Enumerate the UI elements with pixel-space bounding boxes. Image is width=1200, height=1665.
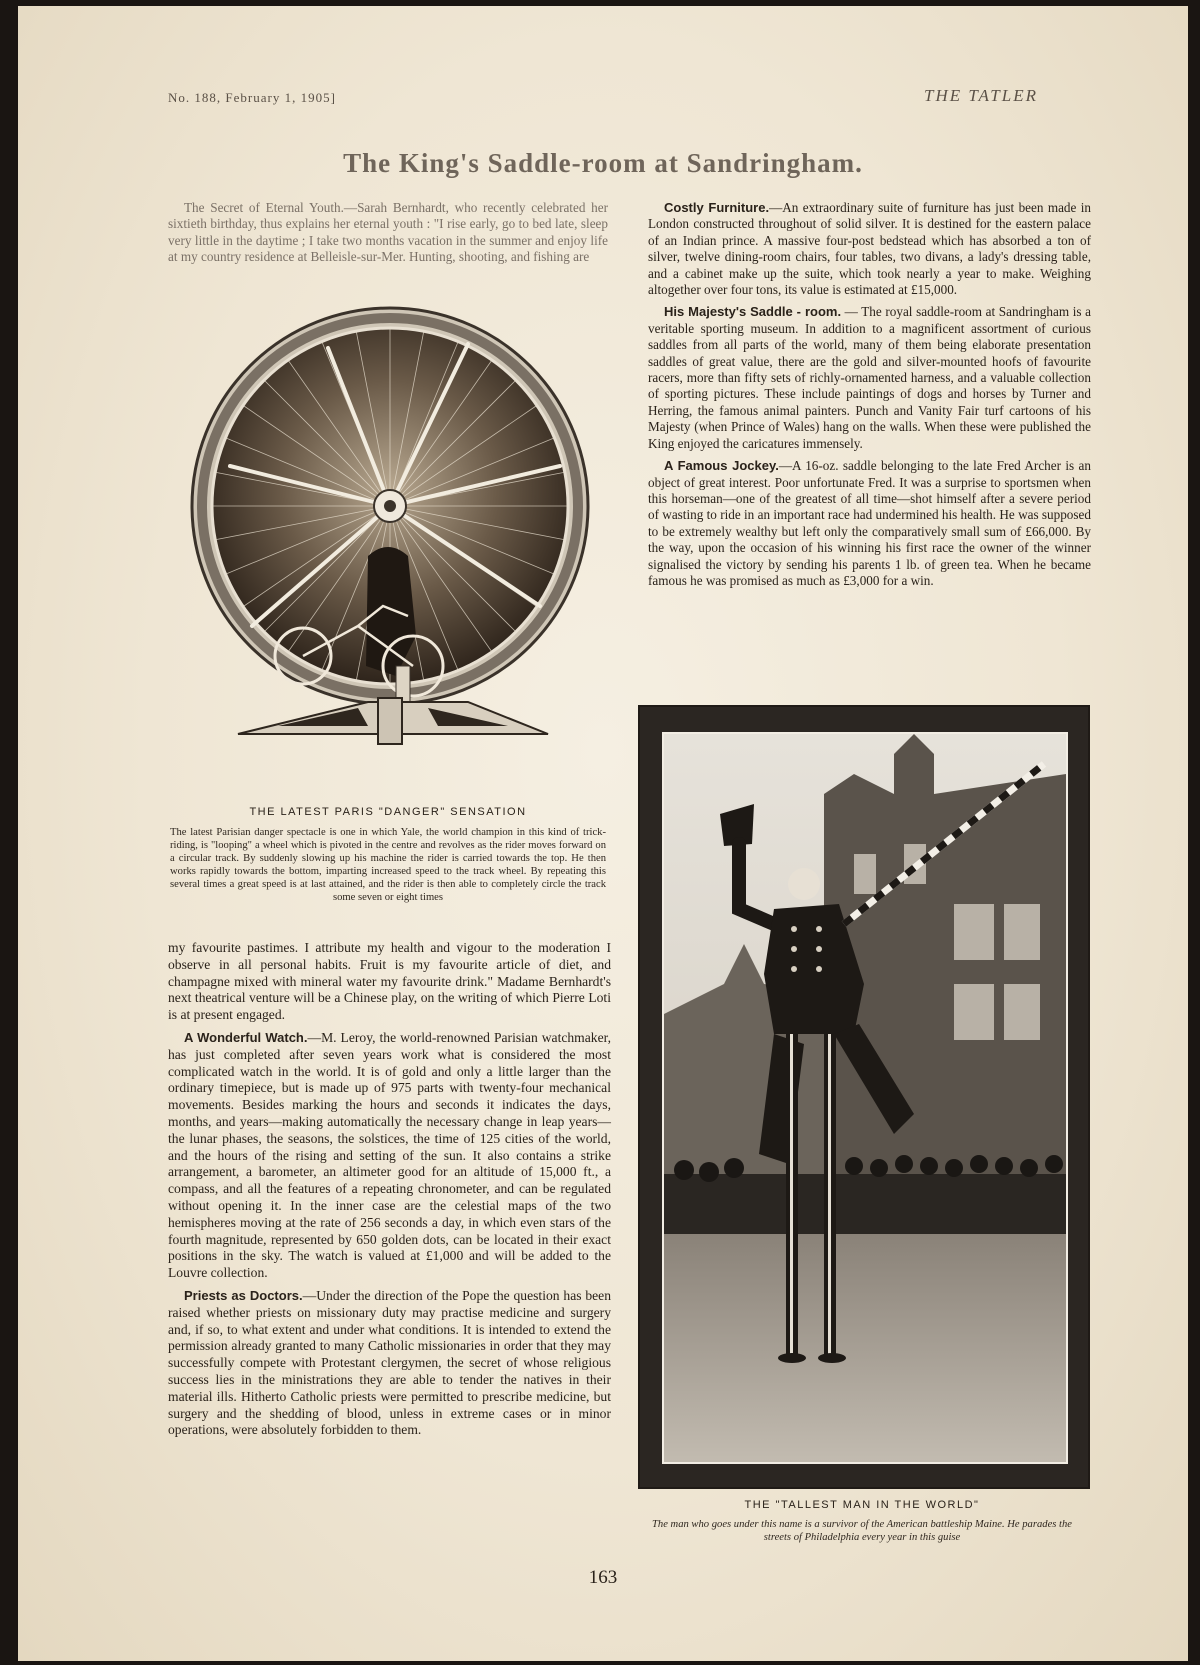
jockey-heading: A Famous Jockey. [664,458,779,474]
watch-paragraph [168,1030,611,1282]
stilt-caption-title: THE "TALLEST MAN IN THE WORLD" [744,1499,980,1511]
stilt-walker-photo [662,732,1068,1464]
watch-body: —M. Leroy, the world-renowned Parisian watchmaker, has just completed after seven years work what is considered the most complicated watch in the world. It is of gold and only a little larger than the ordinary timepiece, but is made up of 975 parts with twenty-four mechanical movements. Besides marking the hours and seconds it indicates the days, months, and years—making automatically the necessary change in leap years—the lunar phases, the seasons, the solstices, the time of 125 cities of the world, and the hours of the rising and setting of the sun. It also contains a strike arrangement, a barometer, an altimeter good for an altitude of 15,000 ft., a compass, and all the features of a repeating chronometer, and can be regulated without opening it. In the inner case are the celestial maps of the two hemispheres moving at the rate of 256 seconds a day, in which even stars of the fourth magnitude, represented by 650 golden dots, can be located in their exact positions in the sky. The watch is valued at £1,000 and will be added to the Louvre collection. [168,1029,612,1281]
furniture-body: —An extraordinary suite of furniture has just been made in London constructed throughout of solid silver. It is destined for the eastern palace of an Indian prince. A massive four-post bedstead which has absorbed a ton of silver, twelve dining-room chairs, four tables, two divans, a lady's dressing table, and a cabinet make up the suite, which took nearly a year to make. Weighing altogether over four tons, its value is estimated at £15,000. [648,200,1091,298]
furniture-paragraph [648,200,1091,298]
magazine-name: THE TATLER [924,86,1038,105]
left-column-top [168,200,608,272]
watch-heading: A Wonderful Watch. [184,1029,308,1045]
page-number: 163 [588,1567,618,1588]
looping-wheel-illustration [168,306,608,806]
right-column-top [648,200,1091,595]
stilt-walker-photo-frame [638,705,1090,1489]
priests-heading: Priests as Doctors. [184,1287,303,1303]
left-column-bottom [168,940,611,1445]
wheel-caption-title: THE LATEST PARIS "DANGER" SENSATION [249,806,527,818]
priests-paragraph [168,1288,611,1439]
saddle-body: — The royal saddle-room at Sandringham is a veritable sporting museum. In addition to a magnificent assortment of curious saddles from all parts of the world, many of them being elaborate presentation saddles of great value, there are the gold and silver-mounted hoofs of favourite racers, more than fifty sets of richly-ornamented harness, and a valuable collection of sporting pictures. These include paintings of dogs and horses by Turner and Herring, the famous animal painters. Punch and Vanity Fair turf cartoons of his Majesty (when Prince of Wales) hang on the walls. When these were published the King enjoyed the caricatures immensely. [648,304,1091,451]
jockey-body: —A 16-oz. saddle belonging to the late Fred Archer is an object of great interest. Poor unfortunate Fred. It was a surprise to sportsmen when this horseman—one of the greatest of all time—shot himself after a severe period of wasting to ride in an important race had undermined his health. He was supposed to be extremely wealthy but left only the comparatively small sum of £66,000. By the way, upon the occasion of his winning his first race the owner of the winner signalised the victory by sending his parents 1 lb. of green tea. When he became famous he was promised as much as £3,000 for a win. [648,458,1091,588]
saddle-paragraph [648,304,1091,452]
jockey-paragraph [648,458,1091,589]
furniture-heading: Costly Furniture. [664,200,770,215]
priests-body: —Under the direction of the Pope the question has been raised whether priests on missionary duty may practise medicine and surgery and, if so, to what extent and under what conditions. It is intended to extend the permission already granted to many Catholic missionaries in order that they may successfully compete with Protestant clergymen, the secret of whose religious success lies in the ministrations they are able to tender the natives in their material ills. Hitherto Catholic priests were permitted to prescribe medicine, but surgery and the shedding of blood, unless in extreme cases or in minor operations, were absolutely forbidden to them. [168,1287,611,1438]
bernhardt-continuation: my favourite pastimes. I attribute my health and vigour to the moderation I observe in all personal habits. Fruit is my favourite article of diet, and champagne mixed with mineral water my favourite drink." Madame Bernhardt's next theatrical venture will be a Chinese play, on the writing of which Pierre Loti is at present engaged. [168,940,611,1023]
page-title: The King's Saddle-room at Sandringham. [343,148,863,178]
running-head [168,88,1038,110]
wheel-caption-text: The latest Parisian danger spectacle is one in which Yale, the world champion in this kind of trick-riding, is "looping" a wheel which is pivoted in the centre and revolves as the rider moves forward on a circular track. By suddenly slowing up his machine the rider is carried towards the top. He then works rapidly towards the bottom, imparting increased speed to the track wheel. By repeating this several times a great speed is at last attained, and the rider is then able to completely circle the track some seven or eight times [170,827,606,903]
magazine-page [18,6,1188,1661]
eternal-youth-paragraph: The Secret of Eternal Youth.—Sarah Bernhardt, who recently celebrated her sixtieth birthday, thus explains her eternal youth : "I rise early, go to bed late, sleep very little in the daytime ; I take two months vacation in the summer and enjoy life at my country residence at Belleisle-sur-Mer. Hunting, shooting, and fishing are [168,200,608,265]
saddle-heading: His Majesty's Saddle - room. [664,304,842,320]
issue-date: No. 188, February 1, 1905] [168,90,336,105]
stilt-caption-text: The man who goes under this name is a survivor of the American battleship Maine. He parades the streets of Philadelphia every year in this guise [652,1519,1072,1543]
